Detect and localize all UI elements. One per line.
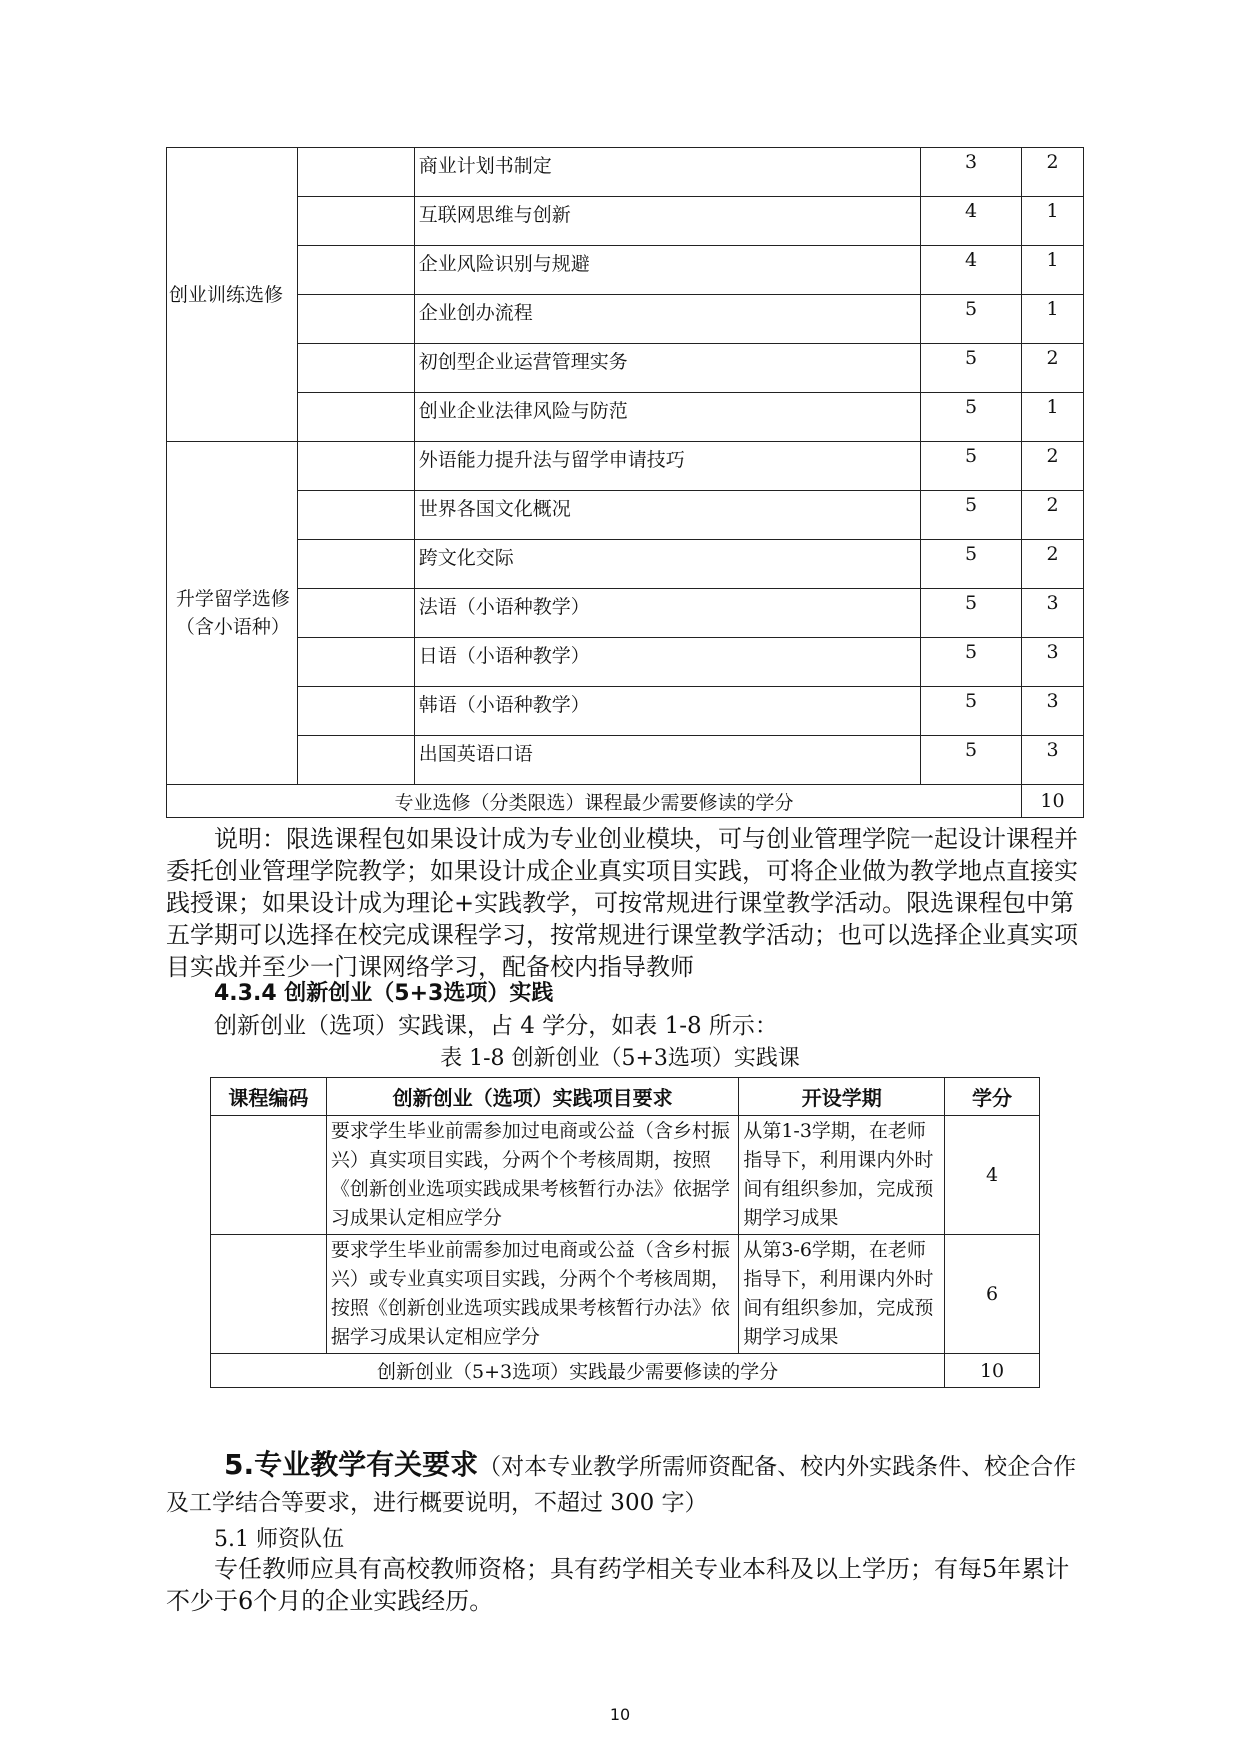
- course-name: 外语能力提升法与留学申请技巧: [414, 442, 920, 491]
- section5-heading: 5.专业教学有关要求: [224, 1448, 479, 1481]
- table-header-row: [211, 1078, 1040, 1116]
- semester-cell: 5: [921, 491, 1022, 540]
- elective-course-table: [166, 147, 1084, 818]
- credits-cell: 2: [1022, 491, 1084, 540]
- credits-cell: 6: [945, 1235, 1040, 1354]
- code-cell: [211, 1116, 327, 1235]
- table-row: [167, 540, 1084, 589]
- practice-table: [210, 1077, 1040, 1388]
- semester-cell: 5: [921, 393, 1022, 442]
- credits-cell: 2: [1022, 540, 1084, 589]
- table-row: [167, 589, 1084, 638]
- code-cell: [297, 393, 414, 442]
- requirement-cell: 要求学生毕业前需参加过电商或公益（含乡村振兴）或专业真实项目实践，分两个个考核周期，按照《创新创业选项实践成果考核暂行办法》依据学习成果认定相应学分: [326, 1235, 738, 1354]
- header-semester: 开设学期: [739, 1078, 945, 1116]
- course-name: 跨文化交际: [414, 540, 920, 589]
- credits-cell: 3: [1022, 736, 1084, 785]
- code-cell: [297, 589, 414, 638]
- credits-cell: 4: [945, 1116, 1040, 1235]
- code-cell: [297, 491, 414, 540]
- code-cell: [297, 638, 414, 687]
- course-name: 日语（小语种教学）: [414, 638, 920, 687]
- header-credits: 学分: [945, 1078, 1040, 1116]
- total-row: [167, 785, 1084, 818]
- table-row: [211, 1116, 1040, 1235]
- semester-cell: 5: [921, 344, 1022, 393]
- semester-cell: 5: [921, 589, 1022, 638]
- credits-cell: 1: [1022, 393, 1084, 442]
- credits-cell: 3: [1022, 589, 1084, 638]
- code-cell: [297, 344, 414, 393]
- credits-cell: 2: [1022, 344, 1084, 393]
- course-name: 出国英语口语: [414, 736, 920, 785]
- code-cell: [297, 687, 414, 736]
- semester-cell: 4: [921, 197, 1022, 246]
- semester-cell: 5: [921, 736, 1022, 785]
- total-value: 10: [1022, 785, 1084, 818]
- table-row: [167, 491, 1084, 540]
- code-cell: [297, 736, 414, 785]
- total-label: 创新创业（5+3选项）实践最少需要修读的学分: [211, 1354, 945, 1388]
- code-cell: [297, 148, 414, 197]
- table-row: [167, 246, 1084, 295]
- table-row: [167, 687, 1084, 736]
- code-cell: [297, 540, 414, 589]
- credits-cell: 3: [1022, 687, 1084, 736]
- semester-cell: 5: [921, 540, 1022, 589]
- semester-cell: 从第3-6学期，在老师指导下，利用课内外时间有组织参加，完成预期学习成果: [739, 1235, 945, 1354]
- course-name: 企业风险识别与规避: [414, 246, 920, 295]
- semester-cell: 3: [921, 148, 1022, 197]
- credits-cell: 2: [1022, 148, 1084, 197]
- total-label: 专业选修（分类限选）课程最少需要修读的学分: [167, 785, 1022, 818]
- credits-cell: 2: [1022, 442, 1084, 491]
- course-name: 初创型企业运营管理实务: [414, 344, 920, 393]
- subsection-heading: 5.1 师资队伍: [214, 1527, 344, 1552]
- semester-cell: 从第1-3学期，在老师指导下，利用课内外时间有组织参加，完成预期学习成果: [739, 1116, 945, 1235]
- table-row: [167, 442, 1084, 491]
- table-row: [211, 1235, 1040, 1354]
- course-name: 韩语（小语种教学）: [414, 687, 920, 736]
- section5-heading-block: [166, 1447, 1086, 1521]
- section5-body: 专任教师应具有高校教师资格；具有药学相关专业本科及以上学历；有每5年累计不少于6个月的企业实践经历。: [166, 1555, 1070, 1615]
- semester-cell: 5: [921, 442, 1022, 491]
- table-caption: 表 1-8 创新创业（5+3选项）实践课: [440, 1046, 800, 1071]
- credits-cell: 1: [1022, 295, 1084, 344]
- category-cell: 升学留学选修（含小语种）: [167, 442, 298, 785]
- code-cell: [297, 295, 414, 344]
- total-row: [211, 1354, 1040, 1388]
- course-name: 企业创办流程: [414, 295, 920, 344]
- semester-cell: 4: [921, 246, 1022, 295]
- semester-cell: 5: [921, 638, 1022, 687]
- course-name: 世界各国文化概况: [414, 491, 920, 540]
- code-cell: [297, 246, 414, 295]
- table-row: [167, 736, 1084, 785]
- page-number: 10: [609, 1705, 631, 1724]
- code-cell: [297, 197, 414, 246]
- header-course-code: 课程编码: [211, 1078, 327, 1116]
- credits-cell: 1: [1022, 246, 1084, 295]
- course-name: 互联网思维与创新: [414, 197, 920, 246]
- credits-cell: 1: [1022, 197, 1084, 246]
- course-name: 商业计划书制定: [414, 148, 920, 197]
- section5-heading-note: （对本专业教学所需师资配备、校内外实践条件、校企合作及工学结合等要求，进行概要说明，不超过 300 字）: [166, 1454, 1077, 1516]
- table-row: [167, 393, 1084, 442]
- table-note: 说明：限选课程包如果设计成为专业创业模块，可与创业管理学院一起设计课程并委托创业管理学院教学；如果设计成企业真实项目实践，可将企业做为教学地点直接实践授课；如果设计成为理论+实践教学，可按常规进行课堂教学活动。限选课程包中第五学期可以选择在校完成课程学习，按常规进行课堂教学活动；也可以选择企业真实项目实战并至少一门课网络学习，配备校内指导教师: [166, 825, 1078, 981]
- header-requirement: 创新创业（选项）实践项目要求: [326, 1078, 738, 1116]
- course-name: 法语（小语种教学）: [414, 589, 920, 638]
- section-intro: 创新创业（选项）实践课，占 4 学分，如表 1-8 所示：: [214, 1013, 778, 1039]
- course-name: 创业企业法律风险与防范: [414, 393, 920, 442]
- table-row: [167, 197, 1084, 246]
- semester-cell: 5: [921, 295, 1022, 344]
- section-heading: 4.3.4 创新创业（5+3选项）实践: [214, 981, 554, 1006]
- category-cell: 创业训练选修: [167, 148, 298, 442]
- code-cell: [211, 1235, 327, 1354]
- table-row: [167, 148, 1084, 197]
- code-cell: [297, 442, 414, 491]
- total-value: 10: [945, 1354, 1040, 1388]
- requirement-cell: 要求学生毕业前需参加过电商或公益（含乡村振兴）真实项目实践，分两个个考核周期，按照《创新创业选项实践成果考核暂行办法》依据学习成果认定相应学分: [326, 1116, 738, 1235]
- credits-cell: 3: [1022, 638, 1084, 687]
- table-row: [167, 295, 1084, 344]
- semester-cell: 5: [921, 687, 1022, 736]
- table-row: [167, 344, 1084, 393]
- table-row: [167, 638, 1084, 687]
